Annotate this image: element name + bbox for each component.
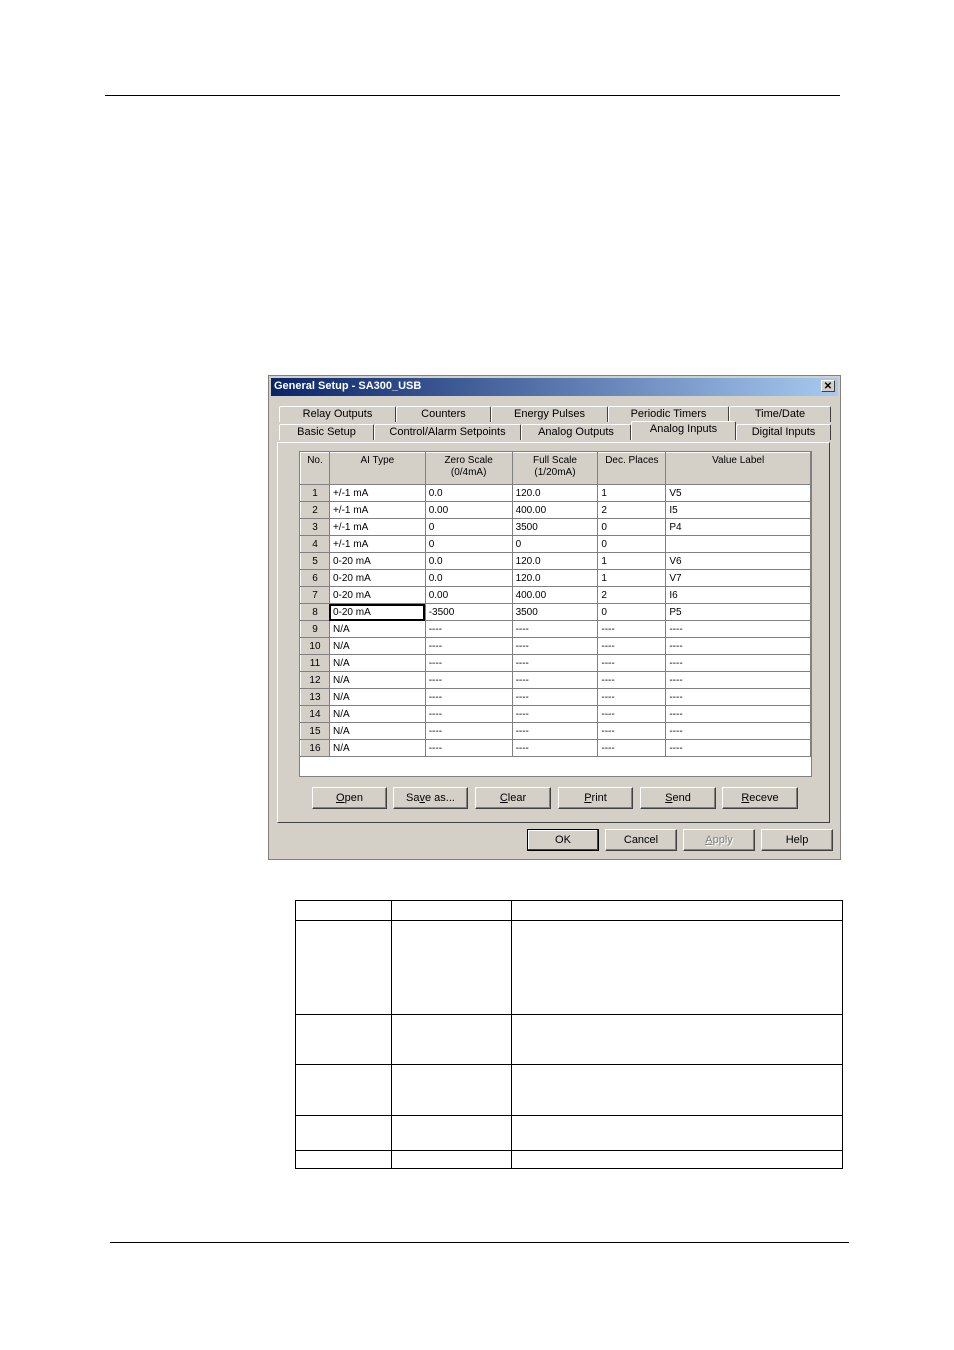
ai-type-cell[interactable]: +/-1 mA xyxy=(329,502,425,519)
table-row[interactable] xyxy=(301,740,811,757)
analog-inputs-grid[interactable] xyxy=(299,451,812,777)
col-header-zero-scale-line1: Zero Scale xyxy=(444,455,493,466)
ok-button[interactable]: OK xyxy=(527,829,599,851)
table-cell xyxy=(296,1065,392,1116)
cancel-button[interactable]: Cancel xyxy=(605,829,677,851)
dec-places-cell[interactable]: 0 xyxy=(598,536,666,553)
full-scale-cell[interactable]: ---- xyxy=(512,655,598,672)
value-label-cell[interactable]: ---- xyxy=(666,621,811,638)
ai-type-cell[interactable]: +/-1 mA xyxy=(329,485,425,502)
zero-scale-cell[interactable]: ---- xyxy=(425,689,512,706)
value-label-cell[interactable]: V6 xyxy=(666,553,811,570)
table-cell xyxy=(512,901,843,921)
ai-type-cell[interactable]: N/A xyxy=(329,706,425,723)
table-cell xyxy=(296,1015,392,1065)
col-header-zero-scale[interactable] xyxy=(425,453,512,485)
zero-scale-cell[interactable]: ---- xyxy=(425,706,512,723)
value-label-cell[interactable]: V5 xyxy=(666,485,811,502)
full-scale-cell[interactable]: ---- xyxy=(512,638,598,655)
tab-counters[interactable]: Counters xyxy=(396,406,491,422)
help-button[interactable]: Help xyxy=(761,829,833,851)
ai-type-cell[interactable]: 0-20 mA xyxy=(329,570,425,587)
dec-places-cell[interactable]: ---- xyxy=(598,689,666,706)
send-button-label: end xyxy=(672,792,691,804)
col-header-full-scale[interactable] xyxy=(512,453,598,485)
table-cell xyxy=(392,921,512,1015)
table-row[interactable] xyxy=(301,553,811,570)
table-cell xyxy=(512,1151,843,1169)
dec-places-cell[interactable]: ---- xyxy=(598,621,666,638)
row-number[interactable]: 13 xyxy=(301,689,330,706)
table-row[interactable] xyxy=(301,587,811,604)
dec-places-cell[interactable]: ---- xyxy=(598,655,666,672)
open-button-hotkey: O xyxy=(336,792,345,804)
full-scale-cell[interactable]: 3500 xyxy=(512,604,598,621)
table-cell xyxy=(296,901,392,921)
zero-scale-cell[interactable]: 0.00 xyxy=(425,587,512,604)
full-scale-cell[interactable]: ---- xyxy=(512,723,598,740)
print-button-label: rint xyxy=(591,792,607,804)
ai-type-cell[interactable]: N/A xyxy=(329,655,425,672)
tab-basic-setup[interactable]: Basic Setup xyxy=(279,424,374,440)
table-cell xyxy=(392,1116,512,1151)
col-header-full-scale-line2: (1/20mA) xyxy=(534,467,576,478)
ai-type-cell[interactable]: 0-20 mA xyxy=(329,553,425,570)
row-number[interactable]: 12 xyxy=(301,672,330,689)
open-button[interactable] xyxy=(312,787,387,809)
full-scale-cell[interactable]: 120.0 xyxy=(512,485,598,502)
table-row[interactable] xyxy=(301,672,811,689)
header-rule xyxy=(105,95,840,96)
save-as-button-label-pre: Sa xyxy=(406,792,420,804)
full-scale-cell[interactable]: ---- xyxy=(512,689,598,706)
dec-places-cell[interactable]: 0 xyxy=(598,604,666,621)
send-button[interactable] xyxy=(640,787,716,809)
full-scale-cell[interactable]: 400.00 xyxy=(512,502,598,519)
row-number[interactable]: 5 xyxy=(301,553,330,570)
dec-places-cell[interactable]: ---- xyxy=(598,638,666,655)
zero-scale-cell[interactable]: 0.0 xyxy=(425,553,512,570)
table-cell xyxy=(296,1151,392,1169)
table-row[interactable] xyxy=(301,502,811,519)
tab-energy-pulses[interactable]: Energy Pulses xyxy=(491,406,608,422)
table-cell xyxy=(392,1065,512,1116)
table-cell xyxy=(512,921,843,1015)
zero-scale-cell[interactable]: ---- xyxy=(425,723,512,740)
ai-type-cell[interactable]: N/A xyxy=(329,740,425,757)
row-number[interactable]: 11 xyxy=(301,655,330,672)
full-scale-cell[interactable]: ---- xyxy=(512,672,598,689)
row-number[interactable]: 4 xyxy=(301,536,330,553)
col-header-value-label[interactable]: Value Label xyxy=(666,453,811,485)
row-number[interactable]: 16 xyxy=(301,740,330,757)
zero-scale-cell[interactable]: 0.00 xyxy=(425,502,512,519)
zero-scale-cell[interactable]: ---- xyxy=(425,638,512,655)
ai-type-cell[interactable]: 0-20 mA xyxy=(329,604,425,621)
tab-analog-outputs[interactable]: Analog Outputs xyxy=(521,424,631,440)
tab-time-date[interactable]: Time/Date xyxy=(729,406,831,422)
value-label-cell[interactable]: V7 xyxy=(666,570,811,587)
row-number[interactable]: 10 xyxy=(301,638,330,655)
tab-control-alarm-setpoints[interactable]: Control/Alarm Setpoints xyxy=(374,424,521,440)
table-row[interactable] xyxy=(301,723,811,740)
parameter-table xyxy=(295,900,843,1169)
save-as-button[interactable] xyxy=(393,787,468,809)
col-header-zero-scale-line2: (0/4mA) xyxy=(450,467,487,478)
receive-button-label: eceve xyxy=(749,792,779,804)
col-header-dec-places[interactable]: Dec. Places xyxy=(598,453,666,485)
ai-type-cell[interactable]: 0-20 mA xyxy=(329,587,425,604)
dec-places-cell[interactable]: 1 xyxy=(598,485,666,502)
table-row[interactable] xyxy=(301,485,811,502)
receive-button-hotkey: R xyxy=(741,792,750,804)
table-row[interactable] xyxy=(301,536,811,553)
value-label-cell[interactable]: ---- xyxy=(666,706,811,723)
dialog-title: General Setup - SA300_USB xyxy=(274,380,422,392)
value-label-cell[interactable]: P4 xyxy=(666,519,811,536)
value-label-cell[interactable]: I5 xyxy=(666,502,811,519)
table-row[interactable] xyxy=(301,621,811,638)
value-label-cell[interactable]: ---- xyxy=(666,689,811,706)
table-cell xyxy=(392,1015,512,1065)
dec-places-cell[interactable]: ---- xyxy=(598,723,666,740)
table-cell xyxy=(392,1151,512,1169)
tab-analog-inputs[interactable]: Analog Inputs xyxy=(631,421,736,440)
tab-relay-outputs[interactable]: Relay Outputs xyxy=(279,406,396,422)
zero-scale-cell[interactable]: ---- xyxy=(425,740,512,757)
zero-scale-cell[interactable]: 0 xyxy=(425,519,512,536)
footer-rule xyxy=(110,1242,849,1243)
row-number[interactable]: 9 xyxy=(301,621,330,638)
ai-type-cell[interactable]: N/A xyxy=(329,672,425,689)
table-cell xyxy=(512,1065,843,1116)
table-row[interactable] xyxy=(301,604,811,621)
full-scale-cell[interactable]: 120.0 xyxy=(512,570,598,587)
full-scale-cell[interactable]: 400.00 xyxy=(512,587,598,604)
receive-button[interactable] xyxy=(722,787,798,809)
table-cell xyxy=(392,901,512,921)
clear-button-label: lear xyxy=(507,792,527,804)
tab-digital-inputs[interactable]: Digital Inputs xyxy=(736,424,831,440)
zero-scale-cell[interactable]: -3500 xyxy=(425,604,512,621)
title-bar[interactable] xyxy=(271,378,838,396)
zero-scale-cell[interactable]: ---- xyxy=(425,621,512,638)
value-label-cell[interactable]: ---- xyxy=(666,638,811,655)
dec-places-cell[interactable]: 2 xyxy=(598,587,666,604)
value-label-cell[interactable]: ---- xyxy=(666,723,811,740)
dec-places-cell[interactable]: 1 xyxy=(598,553,666,570)
ai-type-cell[interactable]: N/A xyxy=(329,689,425,706)
value-label-cell[interactable]: ---- xyxy=(666,655,811,672)
table-cell xyxy=(512,1015,843,1065)
value-label-cell[interactable]: ---- xyxy=(666,672,811,689)
full-scale-cell[interactable]: ---- xyxy=(512,621,598,638)
clear-button[interactable] xyxy=(475,787,551,809)
table-row[interactable] xyxy=(301,638,811,655)
zero-scale-cell[interactable]: 0.0 xyxy=(425,485,512,502)
ai-type-cell[interactable]: N/A xyxy=(329,638,425,655)
full-scale-cell[interactable]: 0 xyxy=(512,536,598,553)
row-number[interactable]: 1 xyxy=(301,485,330,502)
full-scale-cell[interactable]: 3500 xyxy=(512,519,598,536)
row-number[interactable]: 8 xyxy=(301,604,330,621)
save-as-button-label: e as... xyxy=(425,792,455,804)
dec-places-cell[interactable]: ---- xyxy=(598,706,666,723)
close-icon[interactable]: ✕ xyxy=(821,380,835,392)
row-number[interactable]: 15 xyxy=(301,723,330,740)
tab-periodic-timers[interactable]: Periodic Timers xyxy=(608,406,729,422)
zero-scale-cell[interactable]: 0.0 xyxy=(425,570,512,587)
dec-places-cell[interactable]: 1 xyxy=(598,570,666,587)
full-scale-cell[interactable]: 120.0 xyxy=(512,553,598,570)
table-row[interactable] xyxy=(301,655,811,672)
ai-type-cell[interactable]: N/A xyxy=(329,621,425,638)
print-button[interactable] xyxy=(558,787,633,809)
row-number[interactable]: 6 xyxy=(301,570,330,587)
open-button-label: pen xyxy=(344,792,363,804)
zero-scale-cell[interactable]: 0 xyxy=(425,536,512,553)
col-header-full-scale-line1: Full Scale xyxy=(533,455,577,466)
table-row[interactable] xyxy=(301,519,811,536)
apply-button-hotkey: A xyxy=(705,834,713,846)
save-as-button-hotkey: v xyxy=(419,792,425,804)
col-header-ai-type[interactable]: AI Type xyxy=(329,453,425,485)
zero-scale-cell[interactable]: ---- xyxy=(425,655,512,672)
dec-places-cell[interactable]: 0 xyxy=(598,519,666,536)
table-row[interactable] xyxy=(301,706,811,723)
row-number[interactable]: 2 xyxy=(301,502,330,519)
row-number[interactable]: 14 xyxy=(301,706,330,723)
apply-button-label: pply xyxy=(712,834,733,846)
col-header-no[interactable]: No. xyxy=(301,453,330,485)
full-scale-cell[interactable]: ---- xyxy=(512,740,598,757)
table-cell xyxy=(296,1116,392,1151)
send-button-hotkey: S xyxy=(665,792,673,804)
table-row[interactable] xyxy=(301,689,811,706)
value-label-cell[interactable]: P5 xyxy=(666,604,811,621)
dec-places-cell[interactable]: ---- xyxy=(598,672,666,689)
row-number[interactable]: 7 xyxy=(301,587,330,604)
apply-button[interactable] xyxy=(683,829,755,851)
table-row[interactable] xyxy=(301,570,811,587)
dec-places-cell[interactable]: ---- xyxy=(598,740,666,757)
row-number[interactable]: 3 xyxy=(301,519,330,536)
table-cell xyxy=(296,921,392,1015)
zero-scale-cell[interactable]: ---- xyxy=(425,672,512,689)
value-label-cell[interactable]: I6 xyxy=(666,587,811,604)
table-cell xyxy=(512,1116,843,1151)
print-button-hotkey: P xyxy=(584,792,592,804)
ai-type-cell[interactable]: +/-1 mA xyxy=(329,536,425,553)
ai-type-cell[interactable]: +/-1 mA xyxy=(329,519,425,536)
ai-type-cell[interactable]: N/A xyxy=(329,723,425,740)
full-scale-cell[interactable]: ---- xyxy=(512,706,598,723)
clear-button-hotkey: C xyxy=(499,792,508,804)
general-setup-dialog xyxy=(268,375,841,860)
value-label-cell[interactable]: ---- xyxy=(666,740,811,757)
dec-places-cell[interactable]: 2 xyxy=(598,502,666,519)
value-label-cell[interactable] xyxy=(666,536,811,553)
